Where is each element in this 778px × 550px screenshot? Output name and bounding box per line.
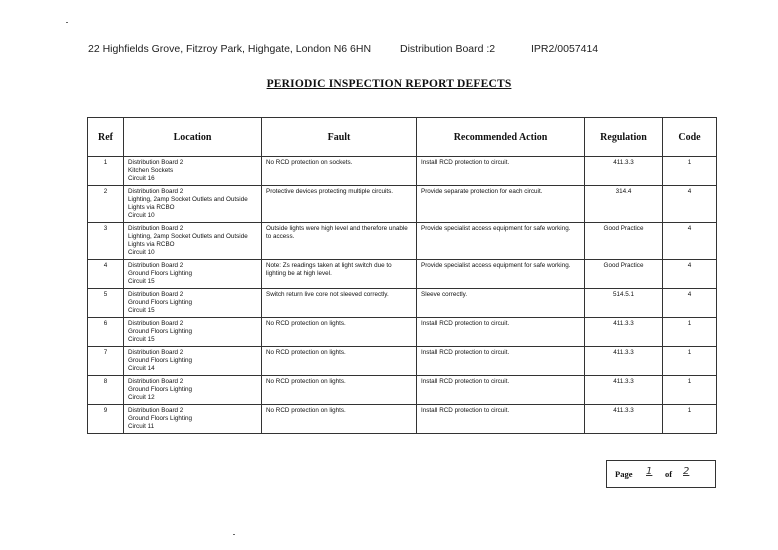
cell-code: 1 [663,318,717,347]
location-line: Distribution Board 2 [128,225,184,232]
location-line: Distribution Board 2 [128,188,184,195]
cell-code: 4 [663,260,717,289]
cell-regulation: Good Practice [585,260,663,289]
cell-location [124,157,262,186]
location-line: Lighting, 2amp Socket Outlets and Outside [128,233,248,240]
cell-regulation: 514.5.1 [585,289,663,318]
table-row [88,260,717,289]
cell-code: 4 [663,223,717,260]
cell-location [124,186,262,223]
location-line: Lights via RCBO [128,241,175,248]
table-row [88,347,717,376]
location-line: Ground Floors Lighting [128,270,193,277]
defects-table [87,117,717,434]
location-line: Circuit 12 [128,394,155,401]
cell-regulation: 411.3.3 [585,157,663,186]
header-code: Code [663,118,717,157]
cell-location [124,223,262,260]
header-address: 22 Highfields Grove, Fitzroy Park, Highgate, London N6 6HN [88,43,372,55]
cell-regulation: 411.3.3 [585,376,663,405]
cell-regulation: 411.3.3 [585,318,663,347]
cell-recommended-action: Provide separate protection for each circuit. [417,186,585,223]
header-regulation: Regulation [585,118,663,157]
cell-recommended-action: Install RCD protection to circuit. [417,347,585,376]
cell-location [124,405,262,434]
cell-location [124,289,262,318]
cell-recommended-action: Install RCD protection to circuit. [417,157,585,186]
cell-ref: 9 [88,405,124,434]
cell-fault: Switch return live core not sleeved correctly. [262,289,417,318]
page-number-box [606,460,716,488]
location-line: Distribution Board 2 [128,159,184,166]
table-row [88,289,717,318]
cell-regulation: 314.4 [585,186,663,223]
page-title: PERIODIC INSPECTION REPORT DEFECTS [266,78,512,90]
location-line: Lighting, 2amp Socket Outlets and Outside [128,196,248,203]
header-report-ref: IPR2/0057414 [531,43,599,55]
page-label: Page [615,469,633,479]
cell-regulation: Good Practice [585,223,663,260]
location-line: Lights via RCBO [128,204,175,211]
scan-speck [233,534,235,535]
cell-recommended-action: Install RCD protection to circuit. [417,376,585,405]
location-line: Circuit 14 [128,365,155,372]
location-line: Circuit 10 [128,249,155,256]
cell-ref: 5 [88,289,124,318]
scan-speck [66,22,68,23]
cell-fault: No RCD protection on lights. [262,405,417,434]
cell-fault: Outside lights were high level and therefore unable to access. [262,223,417,260]
header-location: Location [124,118,262,157]
location-line: Circuit 15 [128,278,155,285]
page-current-handwritten: 1 [646,466,653,477]
cell-fault: Protective devices protecting multiple circuits. [262,186,417,223]
cell-fault: No RCD protection on lights. [262,376,417,405]
cell-recommended-action: Provide specialist access equipment for safe working. [417,260,585,289]
table-row [88,318,717,347]
table-row [88,376,717,405]
location-line: Distribution Board 2 [128,349,184,356]
cell-code: 1 [663,347,717,376]
location-line: Distribution Board 2 [128,291,184,298]
cell-ref: 8 [88,376,124,405]
location-line: Ground Floors Lighting [128,328,193,335]
location-line: Ground Floors Lighting [128,415,193,422]
cell-recommended-action: Sleeve correctly. [417,289,585,318]
header-ref: Ref [88,118,124,157]
cell-recommended-action: Install RCD protection to circuit. [417,405,585,434]
cell-ref: 2 [88,186,124,223]
cell-code: 4 [663,186,717,223]
cell-location [124,318,262,347]
table-row [88,186,717,223]
table-header-row [88,118,717,157]
location-line: Circuit 10 [128,212,155,219]
header-recommended-action: Recommended Action [417,118,585,157]
cell-fault: Note: Zs readings taken at light switch due to lighting be at high level. [262,260,417,289]
cell-location [124,260,262,289]
location-line: Circuit 15 [128,336,155,343]
cell-ref: 6 [88,318,124,347]
cell-ref: 4 [88,260,124,289]
location-line: Ground Floors Lighting [128,299,193,306]
cell-code: 1 [663,376,717,405]
location-line: Kitchen Sockets [128,167,174,174]
cell-regulation: 411.3.3 [585,347,663,376]
cell-recommended-action: Provide specialist access equipment for safe working. [417,223,585,260]
cell-ref: 3 [88,223,124,260]
page-total-handwritten: 2 [683,466,690,477]
cell-code: 1 [663,405,717,434]
location-line: Circuit 16 [128,175,155,182]
location-line: Distribution Board 2 [128,407,184,414]
header-fault: Fault [262,118,417,157]
location-line: Ground Floors Lighting [128,386,193,393]
cell-recommended-action: Install RCD protection to circuit. [417,318,585,347]
cell-fault: No RCD protection on lights. [262,347,417,376]
location-line: Distribution Board 2 [128,378,184,385]
page-of-label: of [665,469,673,479]
cell-location [124,376,262,405]
cell-regulation: 411.3.3 [585,405,663,434]
cell-fault: No RCD protection on lights. [262,318,417,347]
location-line: Circuit 15 [128,307,155,314]
header-distribution-board: Distribution Board :2 [400,43,496,55]
cell-code: 1 [663,157,717,186]
table-row [88,405,717,434]
cell-code: 4 [663,289,717,318]
cell-ref: 7 [88,347,124,376]
table-row [88,223,717,260]
location-line: Distribution Board 2 [128,320,184,327]
table-row [88,157,717,186]
location-line: Ground Floors Lighting [128,357,193,364]
cell-location [124,347,262,376]
cell-ref: 1 [88,157,124,186]
location-line: Distribution Board 2 [128,262,184,269]
location-line: Circuit 11 [128,423,155,430]
cell-fault: No RCD protection on sockets. [262,157,417,186]
